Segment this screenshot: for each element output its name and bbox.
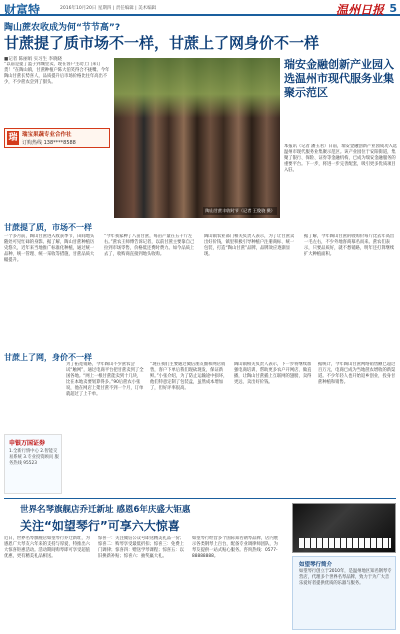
securities-text: 1.全新行情中心 2.智能交易系统 3.专业投资顾问 服务热线 95523: [9, 449, 59, 466]
store-intro-title: 如望琴行简介: [299, 562, 333, 568]
body-column: 如望琴行经营多个国际知名钢琴品牌，店内展示各类钢琴上百台，配备专业调律师团队，为琴友提供一站式贴心服务。咨询热线：0577-88888888。: [192, 536, 278, 559]
body-column: “现在我们主要通过微信朋友圈和网店销售，客户下单后我们现砍现发，保证新鲜。”小张介绍，为了防止运输途中损坏，他们特意定制了包装盒，虽然成本增加了，但好评率很高。: [150, 362, 228, 391]
body-column: 近日，世界名琴旗舰店如望琴行乔迁新址，为感恩广大琴友六年来的支持与厚爱，特推出六大惊喜钜惠活动。活动期间购琴即可享受超值优惠，更有精美礼品相送。: [4, 536, 90, 559]
sidebar-headline[interactable]: 瑞安金融创新产业园入选温州市现代服务业集聚示范区: [284, 58, 394, 99]
sugarcane-photo[interactable]: [114, 58, 280, 218]
subhead-online: 甘蔗上了网，身价不一样: [4, 353, 92, 362]
body-column: 据了解，今年陶山甘蔗的收购价每斤比去年高出一毛左右，不少外地客商慕名而来。蔗农们表示，只要品质好，就不愁销路，明年还打算继续扩大种植面积。: [304, 234, 395, 257]
section-title: 财富特: [4, 3, 41, 17]
sidebar-body: 本报讯（记者 潘玉君）日前，瑞安金融创新产业园成功入选温州市现代服务业集聚示范区。该产业园位于安阳街道，集聚了银行、保险、证券等金融机构，已成为瑞安金融服务的重要平台。下一步，将进一步完善配套，吸引更多优质项目入驻。: [284, 144, 398, 173]
store-intro-box: [292, 556, 396, 630]
body-column: 陶山镇相关负责人表示，下一步将继续加强电商培训，帮助更多农户开网店、做直播，让陶山甘蔗插上互联网的翅膀，卖得更远、卖出好价钱。: [234, 362, 312, 385]
piano-keys: [299, 538, 391, 548]
feature-headline[interactable]: 关注“如望琴行”可享六大惊喜: [20, 519, 180, 533]
produce-ad[interactable]: [4, 128, 110, 148]
subhead-quality: 甘蔗提了质，市场不一样: [4, 223, 92, 232]
ad-logo-badge: 瑞: [8, 133, 18, 143]
article-lead: “以前是提了篮子到城里卖，现在客户主动上门来订货！”在陶山镇，甘蔗种植户陈大伯笑得合不拢嘴。今年陶山甘蔗长势喜人，品质提升后市场价格比往年高出不少，不少蔗农尝到了甜头。: [4, 62, 110, 85]
feature-kicker: 世界名琴旗舰店乔迁新址 感恩6年庆盛大钜惠: [20, 505, 191, 515]
section-divider: [4, 498, 396, 499]
body-column: “今年我家种了八亩甘蔗，每亩产量在五千斤左右。”蔗农王师傅告诉记者，以前甘蔗主要靠自己拉到市场零售，价格低还费时费力。如今品质上去了，收购商直接到地头收购。: [104, 234, 195, 257]
store-intro-text: 如望琴行创立于2010年，是温州地区知名钢琴专营店，代理多个世界名琴品牌，致力于为广大音乐爱好者提供优质的乐器与服务。: [299, 569, 392, 586]
ad-company-name: 瑞宝果蔬专业合作社: [22, 132, 72, 138]
article-body-part2: [66, 362, 398, 494]
article-headline[interactable]: 甘蔗提了质市场不一样，甘蔗上了网身价不一样: [4, 34, 320, 52]
article-body-part1: [4, 234, 398, 348]
page-number: 5: [389, 2, 397, 15]
piano-photo[interactable]: [292, 503, 396, 553]
body-column: 陶山镇农业部门相关负责人表示，为了让甘蔗卖出好价钱，镇里积极引导种植户注册商标、统一包装，打造“陶山甘蔗”品牌，品牌效应逐渐显现。: [204, 234, 295, 257]
article-kicker: 陶山蔗农收成为何“节节高”?: [4, 23, 121, 33]
ad-phone: 订购热线 138****8588: [22, 140, 76, 146]
photo-caption: 陶山甘蔗丰收时节（记者 王俊骁 摄）: [205, 208, 275, 213]
securities-ad[interactable]: [4, 434, 62, 494]
header-meta: 2016年10月20日 星期四 | 责任编辑 | 美术编辑: [60, 6, 157, 11]
body-column: 据统计，今年陶山甘蔗网络销售额已超过百万元，电商已成为当地蔗农增收的新渠道。不少年轻人也开始返乡创业，投身甘蔗种植和销售。: [318, 362, 396, 385]
securities-name: 申银万国证券: [9, 440, 46, 447]
newspaper-brand: 温州日报: [335, 3, 384, 17]
photo-foliage: [114, 58, 280, 118]
article-byline: ■记者 陈丽娟 实习生 李晓晓: [4, 57, 63, 62]
page-header: [0, 0, 400, 16]
body-column: 惊喜一：关注微信公众号即送精美礼品一份；惊喜二：购琴享受最低折扣；惊喜三：免费上门调律；惊喜四：赠送学琴课程；惊喜五：以旧换新补贴；惊喜六：抽奖赢大礼。: [98, 536, 184, 559]
feature-body: [4, 536, 284, 630]
sidebar-news: [284, 58, 398, 218]
body-column: 一个多月前，陶山甘蔗进入收获季节，田间地头随处可见忙碌的身影。据了解，陶山甘蔗种植历史悠久，近年来当地推广标准化种植，通过统一品种、统一管理、统一采收等措施，甘蔗品质大幅提升。: [4, 234, 95, 263]
body-column: 为了拓宽销路，今年陶山不少蔗农尝试“触网”，通过电商平台把甘蔗卖到了全国各地。“网上一根甘蔗能卖到十几块，比在本地卖要划算得多。”90后蔗农小张说，他在网店上架甘蔗不到一个月，订单就超过了上千单。: [66, 362, 144, 397]
